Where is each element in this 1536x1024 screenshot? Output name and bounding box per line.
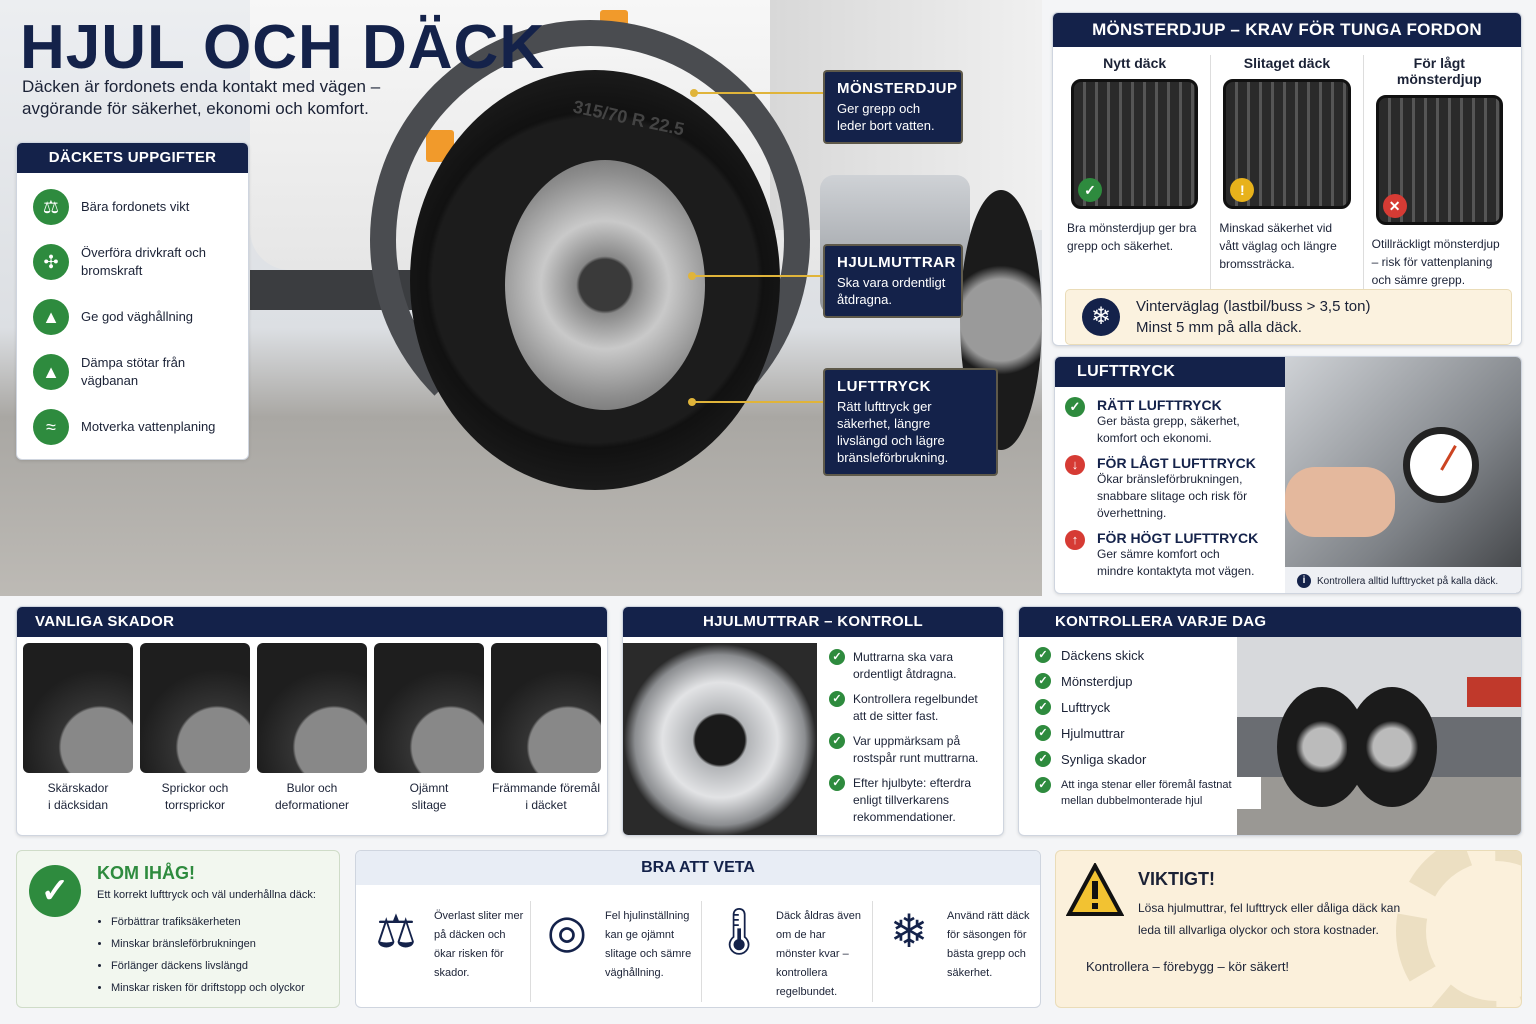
damage-label-1: Skärskador — [47, 781, 109, 795]
warning-icon — [1066, 863, 1124, 917]
callout-title: LUFTTRYCK — [837, 378, 931, 395]
remember-panel — [16, 850, 340, 1008]
task-label: Ge god väghållning — [81, 308, 194, 324]
task-item — [33, 344, 248, 399]
good-title: BRA ATT VETA — [356, 851, 1040, 885]
pressure-gauge-photo — [1285, 357, 1522, 594]
info-icon: i — [1297, 574, 1311, 588]
tread-text: Otillräckligt mönsterdjup – risk för vattenplaning och sämre grepp. — [1371, 237, 1500, 287]
arrow-down-icon: ↓ — [1065, 455, 1085, 475]
good-item-text: Fel hjulinställning kan ge ojämnt slitage och sämre väghållning. — [605, 910, 692, 979]
callout-wheel-nuts — [823, 244, 963, 318]
nuts-item-text: Muttrarna ska vara ordentligt åtdragna. — [853, 650, 957, 681]
snowflake-icon: ❄ — [1082, 298, 1120, 336]
task-label: Dämpa stötar från vägbanan — [81, 354, 186, 388]
daily-item-text: Lufttryck — [1061, 700, 1111, 715]
check-icon: ✓ — [829, 649, 845, 665]
pressure-title: LUFTTRYCK — [1055, 357, 1285, 387]
damage-label-2: deformationer — [274, 798, 350, 812]
damage-label-2: i däcket — [525, 798, 567, 812]
callout-text: Ska vara ordentligt åtdragna. — [837, 275, 946, 307]
tasks-title: DÄCKETS UPPGIFTER — [17, 143, 248, 173]
damage-label-1: Ojämnt — [409, 781, 449, 795]
remember-item: • Minskar bränsleförbrukningen — [111, 933, 305, 955]
task-label: Bära fordonets vikt — [81, 198, 190, 214]
callout-leader — [693, 401, 825, 403]
damage-item — [140, 643, 250, 812]
tread-list — [1053, 47, 1521, 289]
tire-tread-image — [1223, 79, 1350, 209]
pressure-gauge-icon — [1403, 427, 1479, 503]
arrow-up-icon: ↑ — [1065, 530, 1085, 550]
cross-icon: ✕ — [1383, 194, 1407, 218]
damage-label-2: i däcksidan — [47, 798, 109, 812]
important-title: VIKTIGT! — [1138, 869, 1215, 889]
important-slogan: Kontrollera – förebygg – kör säkert! — [1086, 959, 1290, 974]
water-icon: ≈ — [33, 409, 69, 445]
daily-item-text: Däckens skick — [1061, 648, 1145, 663]
wheel-alignment-icon: ◎ — [546, 905, 588, 957]
task-item — [33, 179, 248, 234]
damage-item — [491, 643, 601, 812]
wheel-nuts-photo — [623, 643, 817, 836]
daily-item-text: Att inga stenar eller föremål fastnat mellan dubbelmonterade hjul — [1061, 777, 1261, 809]
tasks-panel — [16, 142, 249, 460]
check-icon: ✓ — [1035, 777, 1051, 793]
winter-requirement — [1065, 289, 1512, 345]
damage-title: VANLIGA SKADOR — [17, 607, 607, 637]
nuts-item — [829, 691, 999, 725]
warning-icon: ! — [1230, 178, 1254, 202]
page-subtitle: Däcken är fordonets enda kontakt med vägen – avgörande för säkerhet, ekonomi och komfort. — [22, 77, 381, 118]
daily-item — [1035, 725, 1285, 742]
remember-intro: Ett korrekt lufttryck och väl underhållna däck: — [97, 889, 316, 901]
check-icon: ✓ — [1035, 699, 1051, 715]
check-icon: ✓ — [1065, 397, 1085, 417]
task-item — [33, 289, 248, 344]
good-item — [710, 901, 873, 1002]
damage-photo — [491, 643, 601, 773]
thermometer-icon: 🌡 — [710, 905, 769, 957]
damage-label-1: Sprickor och — [161, 781, 229, 795]
tread-text: Bra mönsterdjup ger bra grepp och säkerhet. — [1067, 221, 1197, 253]
winter-line-2: Minst 5 mm på alla däck. — [1136, 319, 1302, 336]
callout-air-pressure — [823, 368, 998, 476]
tread-label: Nytt däck — [1103, 55, 1167, 71]
daily-item-text: Hjulmuttrar — [1061, 726, 1125, 741]
nuts-item-text: Var uppmärksam på rostspår runt muttrarna. — [853, 734, 979, 765]
daily-item-text: Mönsterdjup — [1061, 674, 1133, 689]
pressure-item-title: RÄTT LUFTTRYCK — [1097, 397, 1222, 413]
nuts-list — [829, 649, 999, 834]
tread-item — [1059, 55, 1211, 289]
tire-tread-image — [1071, 79, 1198, 209]
road-icon: ▲ — [33, 299, 69, 335]
callout-title: MÖNSTERDJUP — [837, 80, 958, 97]
important-panel — [1055, 850, 1522, 1008]
remember-item: • Minskar risken för driftstopp och olyckor — [111, 977, 305, 999]
pressure-item-text: Ger sämre komfort och mindre kontaktyta mot vägen. — [1097, 547, 1255, 578]
important-text: Lösa hjulmuttrar, fel lufttryck eller dåliga däck kan leda till allvarliga olyckor och stora kostnader. — [1138, 901, 1401, 937]
callout-title: HJULMUTTRAR — [837, 254, 956, 271]
damage-photo — [23, 643, 133, 773]
daily-list — [1035, 647, 1285, 818]
callout-leader — [693, 275, 825, 277]
good-item-text: Överlast sliter mer på däcken och ökar risken för skador. — [434, 910, 524, 979]
daily-item — [1035, 647, 1285, 664]
page-title: HJUL OCH DÄCK — [20, 13, 546, 82]
tasks-list — [17, 173, 248, 454]
check-icon: ✓ — [829, 733, 845, 749]
task-label: Motverka vattenplaning — [81, 418, 216, 434]
wheel-rim — [505, 160, 705, 410]
good-item-text: Däck åldras även om de har mönster kvar – kontrollera regelbundet. — [776, 910, 861, 998]
hand — [1285, 467, 1395, 537]
pressure-item — [1065, 455, 1287, 522]
nuts-item — [829, 649, 999, 683]
callout-text: Ger grepp och leder bort vatten. — [837, 101, 935, 133]
task-item — [33, 399, 248, 454]
good-to-know-panel — [355, 850, 1041, 1008]
remember-item: • Förlänger däckens livslängd — [111, 955, 305, 977]
good-list — [356, 885, 1040, 1002]
pressure-note — [1285, 567, 1522, 594]
task-item — [33, 234, 248, 289]
damage-photo — [257, 643, 367, 773]
tread-item — [1211, 55, 1363, 289]
pressure-item-title: FÖR HÖGT LUFTTRYCK — [1097, 530, 1259, 546]
tread-text: Minskad säkerhet vid vått väglag och längre bromssträcka. — [1219, 221, 1337, 271]
daily-item — [1035, 673, 1285, 690]
nuts-item — [829, 775, 999, 826]
pressure-item — [1065, 397, 1287, 447]
good-item — [368, 901, 531, 1002]
check-icon: ✓ — [1035, 647, 1051, 663]
pressure-item-text: Ger bästa grepp, säkerhet, komfort och ekonomi. — [1097, 414, 1240, 445]
scale-icon: ⚖ — [375, 905, 417, 957]
check-icon: ✓ — [1035, 673, 1051, 689]
check-icon: ✓ — [829, 775, 845, 791]
remember-list — [111, 911, 305, 999]
damage-photo — [374, 643, 484, 773]
daily-item-text: Synliga skador — [1061, 752, 1147, 767]
damage-item — [257, 643, 367, 812]
nuts-item — [829, 733, 999, 767]
remember-title: KOM IHÅG! — [97, 863, 195, 883]
drivetrain-icon: ✣ — [33, 244, 69, 280]
tread-item — [1364, 55, 1515, 289]
damage-label-1: Bulor och — [286, 781, 338, 795]
tire-tread-image — [1376, 95, 1503, 225]
damage-photo — [140, 643, 250, 773]
tread-title: MÖNSTERDJUP – KRAV FÖR TUNGA FORDON — [1053, 13, 1521, 47]
damage-label-2: slitage — [411, 798, 447, 812]
nuts-title: HJULMUTTRAR – KONTROLL — [623, 607, 1003, 637]
task-label: Överföra drivkraft och bromskraft — [81, 244, 206, 278]
daily-check-panel — [1018, 606, 1522, 836]
check-icon: ✓ — [829, 691, 845, 707]
damage-label-2: torrsprickor — [164, 798, 225, 812]
daily-title: KONTROLLERA VARJE DAG — [1019, 607, 1521, 637]
damage-list — [17, 637, 607, 812]
daily-item — [1035, 751, 1285, 768]
check-icon: ✓ — [1035, 751, 1051, 767]
tire-track-decoration — [1396, 850, 1522, 1008]
daily-item — [1035, 699, 1285, 716]
pressure-item-title: FÖR LÅGT LUFTTRYCK — [1097, 455, 1256, 471]
pressure-item-text: Ökar bränsleförbrukningen, snabbare slitage och risk för överhettning. — [1097, 472, 1248, 520]
check-icon: ✓ — [1035, 725, 1051, 741]
snowflake-icon: ❄ — [889, 905, 929, 957]
air-pressure-panel — [1054, 356, 1522, 594]
tread-label: För lågt mönsterdjup — [1396, 55, 1482, 87]
pressure-item — [1065, 530, 1287, 580]
tread-label: Slitaget däck — [1243, 55, 1331, 71]
good-item-text: Använd rätt däck för säsongen för bästa grepp och säkerhet. — [947, 910, 1030, 979]
damage-label-1: Främmande föremål — [491, 781, 601, 795]
remember-item: • Förbättrar trafiksäkerheten — [111, 911, 305, 933]
winter-line-1: Vinterväglag (lastbil/buss > 3,5 ton) — [1136, 298, 1371, 315]
good-item — [539, 901, 702, 1002]
nuts-item-text: Efter hjulbyte: efterdra enligt tillverkarens rekommendationer. — [853, 776, 972, 824]
daily-item — [1035, 777, 1285, 809]
callout-leader — [695, 92, 825, 94]
suspension-icon: ▲ — [33, 354, 69, 390]
tire-marking: 315/70 R 22.5 — [571, 96, 687, 140]
nuts-item-text: Kontrollera regelbundet att de sitter fast. — [853, 692, 978, 723]
pressure-note-text: Kontrollera alltid lufttrycket på kalla däck. — [1317, 575, 1499, 587]
pressure-list — [1065, 397, 1287, 588]
damage-item — [23, 643, 133, 812]
callout-tread-depth — [823, 70, 963, 144]
tread-depth-panel — [1052, 12, 1522, 346]
check-icon: ✓ — [1078, 178, 1102, 202]
damage-panel — [16, 606, 608, 836]
good-item — [881, 901, 1043, 1002]
weight-icon: ⚖ — [33, 189, 69, 225]
wheel-nuts-panel — [622, 606, 1004, 836]
damage-item — [374, 643, 484, 812]
check-icon: ✓ — [29, 865, 81, 917]
callout-text: Rätt lufttryck ger säkerhet, längre livslängd och lägre bränsleförbrukning. — [837, 399, 949, 465]
